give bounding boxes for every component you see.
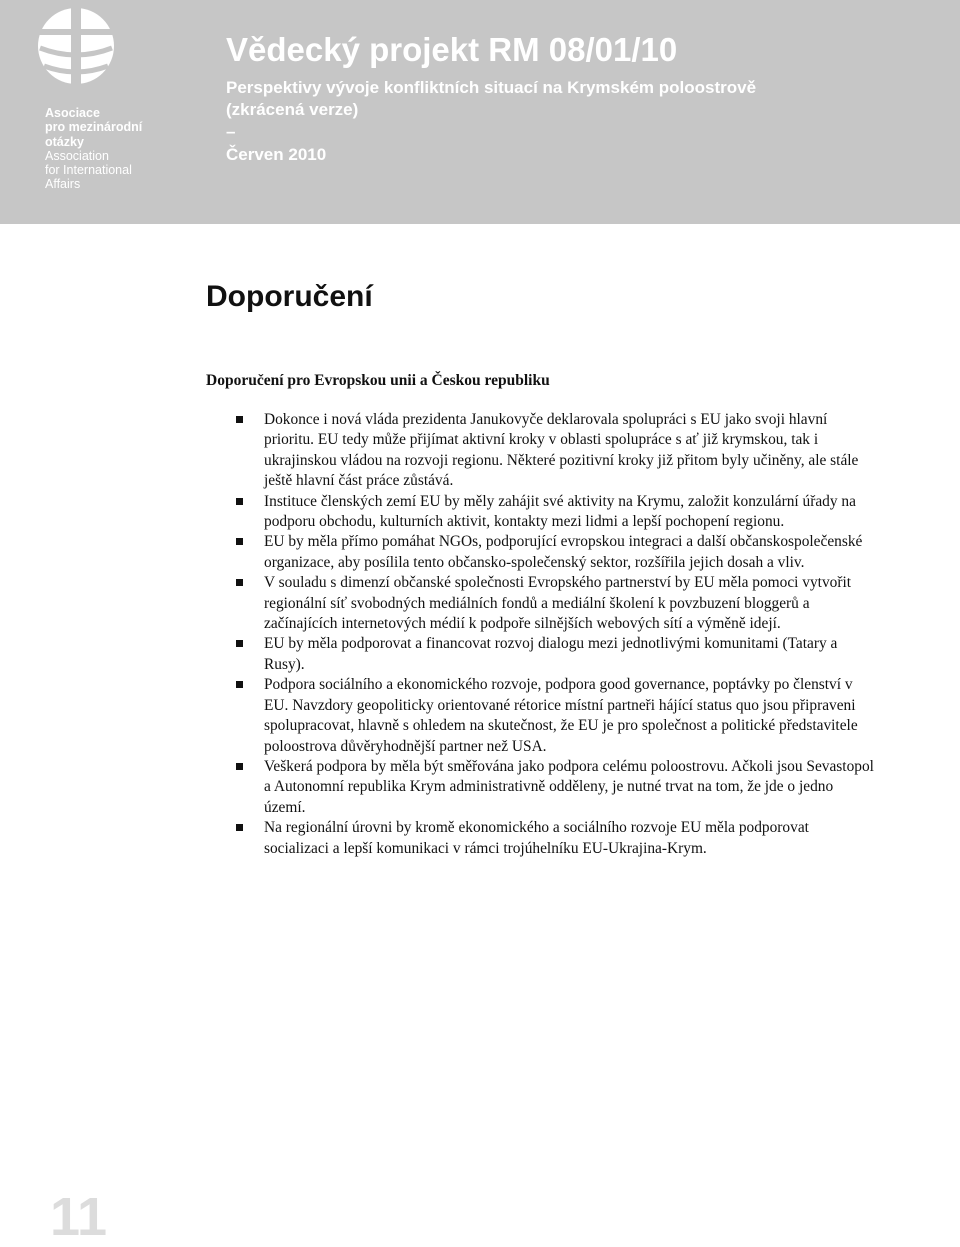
list-item <box>236 410 876 492</box>
logo-line: otázky <box>45 134 84 149</box>
list-item <box>236 532 876 573</box>
list-item <box>236 818 876 859</box>
square-bullet-icon <box>236 579 243 586</box>
logo-line: Asociace <box>45 106 100 120</box>
square-bullet-icon <box>236 681 243 688</box>
list-item <box>236 573 876 634</box>
project-subtitle <box>226 77 756 143</box>
section-title: Doporučení <box>206 280 373 313</box>
subtitle-line: Perspektivy vývoje konfliktních situací na Krymském poloostrově <box>226 78 757 97</box>
square-bullet-icon <box>236 824 243 831</box>
list-item-text: V souladu s dimenzí občanské společnosti Evropského partnerství by EU měla pomoci vytvořit regionální síť svobodných mediálních fondů a mediální školení k povzbuzení bloggerů a začínajících internetových médií k podpoře silnějších webových sítí a výměně idejí. <box>264 574 852 633</box>
logo-line: for International <box>45 163 132 178</box>
logo-line: pro mezinárodní <box>45 120 143 135</box>
square-bullet-icon <box>236 640 243 647</box>
list-item-text: Veškerá podpora by měla být směřována jako podpora celému poloostrovu. Ačkoli jsou Sevastopol a Autonomní republika Krym administrativně odděleny, je nutné trvat na tom, že jde o jedno území. <box>264 757 874 816</box>
globe-cross-icon <box>34 2 118 98</box>
project-title: Vědecký projekt RM 08/01/10 <box>226 31 678 68</box>
sub-heading: Doporučení pro Evropskou unii a Českou republiku <box>206 372 550 389</box>
subtitle-line: (zkrácená verze) <box>226 100 359 119</box>
square-bullet-icon <box>236 763 243 770</box>
publication-date: Červen 2010 <box>226 145 327 164</box>
list-item-text: Na regionální úrovni by kromě ekonomického a sociálního rozvoje EU měla podporovat socializaci a lepší komunikaci v rámci trojúhelníku EU-Ukrajina-Krym. <box>264 819 809 857</box>
header-band <box>0 0 960 224</box>
page-number: 11 <box>50 1187 108 1247</box>
list-item <box>236 492 876 533</box>
list-item <box>236 757 876 818</box>
list-item-text: EU by měla podporovat a financovat rozvoj dialogu mezi jednotlivými komunitami (Tatary a Rusy). <box>264 635 838 673</box>
list-item-text: Instituce členských zemí EU by měly zahájit své aktivity na Krymu, založit konzulární úřady na podporu obchodu, kulturních aktivit, kontakty mezi lidmi a lepší pochopení regionu. <box>264 492 856 531</box>
list-item-text: Dokonce i nová vláda prezidenta Janukovyče deklarovala spolupráci s EU jako svoji hlavní prioritu. EU tedy může přijímat aktivní kroky v oblasti spolupráce s ať již krymskou, tak i ukrajinskou vládou na rozvoji regionu. Některé pozitivní kroky již přitom byly učiněny, ale stále ještě hlavní část práce zůstává. <box>264 411 859 490</box>
list-item <box>236 634 876 675</box>
logo-line: Association <box>45 148 109 163</box>
list-item-text: Podpora sociálního a ekonomického rozvoje, podpora good governance, poptávky po členství v EU. Navzdory geopoliticky orientované rétorice místní partneři hájící status quo jsou připraveni spolupracovat, hlavně s ohledem na skutečnost, že EU je pro společnost a politické představitele poloostrova důvěryhodnější partner než USA. <box>264 676 858 755</box>
list-item <box>236 675 876 757</box>
logo-wordmark <box>45 106 142 192</box>
list-item-text: EU by měla přímo pomáhat NGOs, podporující evropskou integraci a další občanskospolečenské organizace, aby posílila tento občansko-společenský sektor, rozšířila jejich dosah a vliv. <box>264 533 863 571</box>
subtitle-dash: – <box>226 122 236 141</box>
square-bullet-icon <box>236 538 243 545</box>
square-bullet-icon <box>236 416 243 423</box>
recommendation-list <box>236 410 876 859</box>
square-bullet-icon <box>236 498 243 505</box>
logo-line: Affairs <box>45 177 81 192</box>
